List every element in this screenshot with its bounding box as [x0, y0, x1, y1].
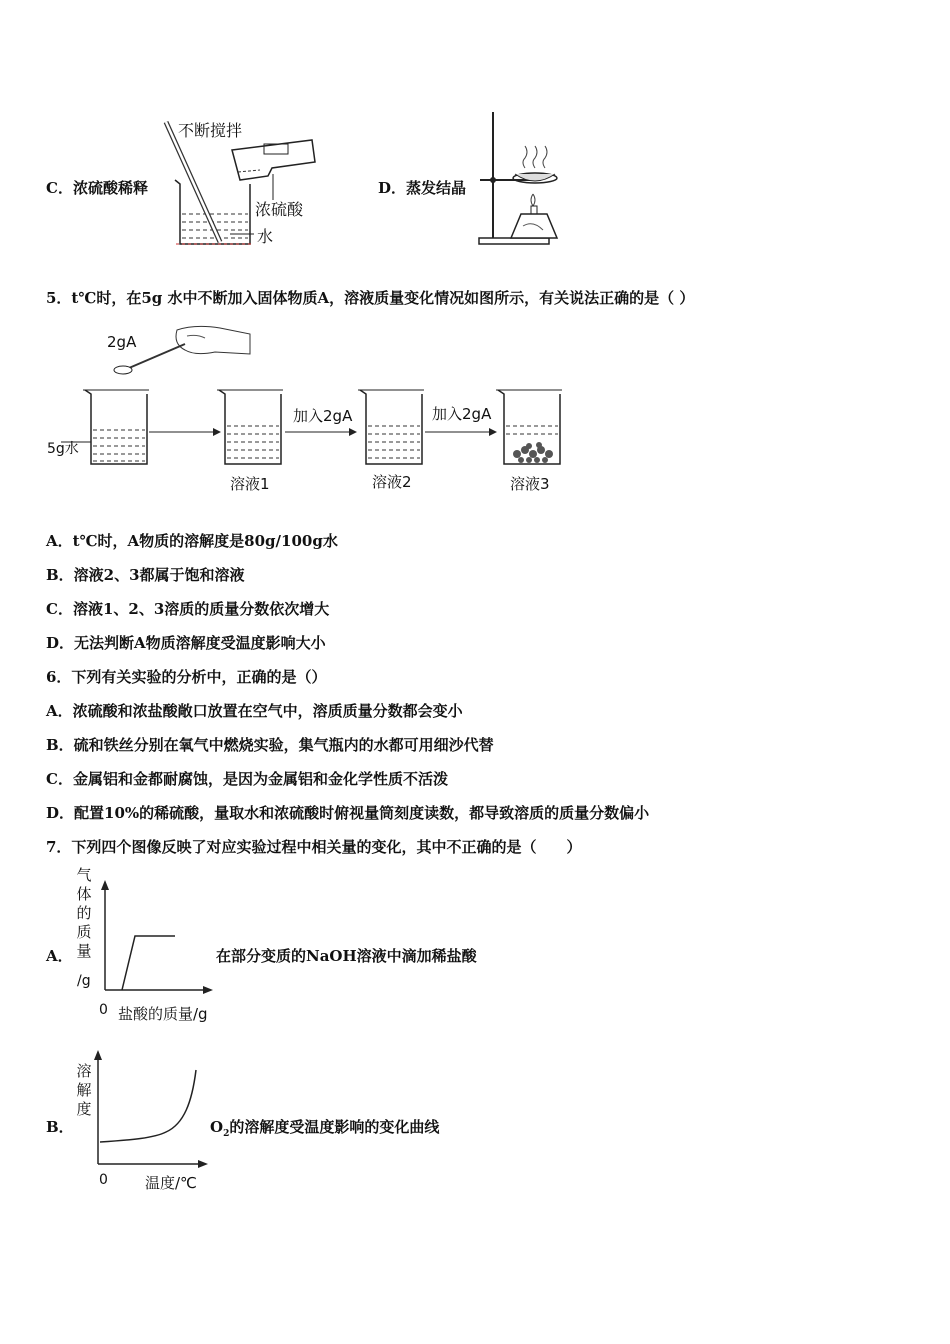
- graph-a-ylabel: [76, 866, 92, 961]
- o2-subscript: 2: [223, 1129, 230, 1139]
- q5-option-c: C．溶液1、2、3溶质的质量分数依次增大: [46, 600, 330, 618]
- graph-b-ylabel: [76, 1062, 92, 1119]
- q7-stem: 7．下列四个图像反映了对应实验过程中相关量的变化，其中不正确的是（ ）: [46, 838, 582, 856]
- graph-b-xlabel: 温度/℃: [145, 1174, 197, 1192]
- graph-a-xlabel: 盐酸的质量/g: [118, 1005, 208, 1023]
- ylabel-char: 解: [76, 1081, 92, 1099]
- solution-3-label: 溶液3: [510, 475, 550, 493]
- ylabel-char: 度: [76, 1100, 92, 1118]
- q5-stem: 5．t℃时，在5g 水中不断加入固体物质A，溶液质量变化情况如图所示，有关说法正确的是（ ）: [46, 289, 695, 307]
- ylabel-char: 溶: [76, 1062, 92, 1080]
- diagram-evaporation: [475, 110, 575, 250]
- evaporation-illustration: [475, 110, 575, 250]
- stir-label: 不断搅拌: [178, 121, 243, 140]
- graph-b-solubility: [92, 1048, 212, 1170]
- solution-2-label: 溶液2: [372, 473, 412, 491]
- graph-a-origin: 0: [99, 1002, 108, 1018]
- add-label-2: 加入2gA: [432, 405, 492, 423]
- q6-option-d: D．配置10%的稀硫酸，量取水和浓硫酸时俯视量筒刻度读数，都导致溶质的质量分数偏小: [46, 804, 650, 822]
- q5-option-b: B．溶液2、3都属于饱和溶液: [46, 566, 245, 584]
- q6-option-b: B．硫和铁丝分别在氧气中燃烧实验，集气瓶内的水都可用细沙代替: [46, 736, 494, 754]
- q5-option-a: A．t℃时，A物质的溶解度是80g/100g水: [46, 532, 338, 550]
- undissolved-solid: [513, 442, 553, 463]
- ylabel-char: 气: [76, 866, 92, 884]
- graph-b-curve: [100, 1070, 196, 1142]
- acid-label: 浓硫酸: [255, 200, 304, 219]
- graph-b-origin: 0: [99, 1172, 108, 1188]
- beaker-solution-1: [217, 390, 283, 464]
- q5-option-d: D．无法判断A物质溶解度受温度影响大小: [46, 634, 326, 652]
- graph-a-gas-mass: [95, 878, 215, 998]
- q7-option-b-desc: [210, 1116, 439, 1139]
- q7-option-b-desc-text: 的溶解度受温度影响的变化曲线: [229, 1118, 440, 1136]
- ylabel-char: 体: [76, 885, 92, 903]
- spoon-label: 2gA: [107, 333, 137, 351]
- q4-option-c: C．浓硫酸稀释: [46, 179, 148, 197]
- graph-a-curve: [122, 936, 175, 990]
- solution-1-label: 溶液1: [230, 475, 270, 493]
- beaker-solution-2: [358, 390, 424, 464]
- q7-option-a-desc: 在部分变质的NaOH溶液中滴加稀盐酸: [216, 947, 477, 965]
- q7-option-b-letter: B．: [46, 1118, 74, 1136]
- ylabel-char: 量: [76, 942, 92, 960]
- q6-option-a: A．浓硫酸和浓盐酸敞口放置在空气中，溶质质量分数都会变小: [46, 702, 463, 720]
- o2-symbol: O: [210, 1118, 224, 1136]
- q7-option-a-letter: A．: [46, 947, 73, 965]
- q6-option-c: C．金属铝和金都耐腐蚀，是因为金属铝和金化学性质不活泼: [46, 770, 448, 788]
- add-label-1: 加入2gA: [293, 407, 353, 425]
- water-label: 水: [257, 227, 274, 246]
- ylabel-char: 的: [76, 904, 92, 922]
- q4-option-d: D．蒸发结晶: [378, 179, 467, 197]
- water-mass-label: 5g水: [47, 441, 79, 457]
- ylabel-char: 质: [76, 923, 92, 941]
- q6-stem: 6．下列有关实验的分析中，正确的是（）: [46, 668, 327, 686]
- beaker-solution-3: [496, 390, 562, 464]
- graph-a-yunit: /g: [77, 973, 91, 989]
